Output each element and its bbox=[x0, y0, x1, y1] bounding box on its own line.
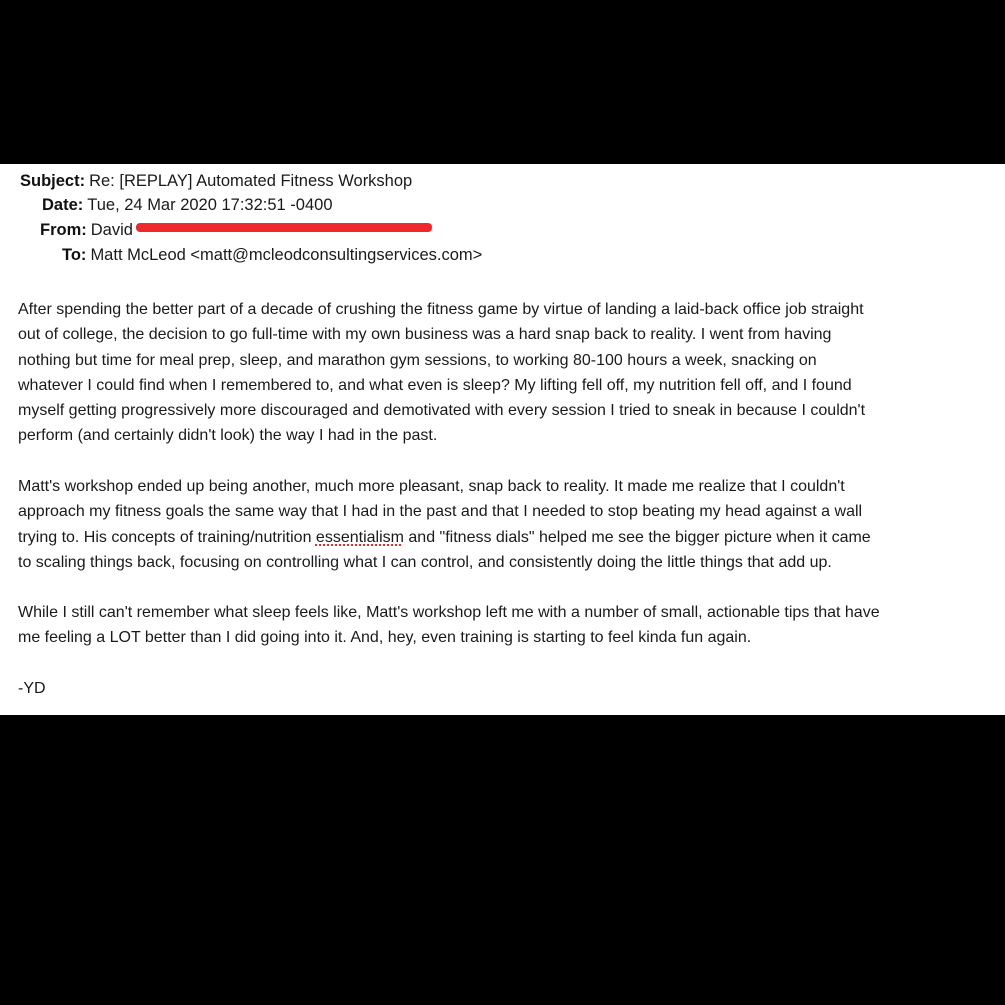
to-label: To: bbox=[62, 246, 87, 264]
misspelled-word[interactable]: essentialism bbox=[315, 528, 404, 546]
body-line: While I still can't remember what sleep feels like, Matt's workshop left me with a number of small, actionable tips that have bbox=[18, 604, 880, 621]
body-line: to scaling things back, focusing on controlling what I can control, and consistently doing the little things that add up. bbox=[18, 553, 832, 571]
from-row bbox=[40, 221, 432, 245]
body-line: After spending the better part of a decade of crushing the fitness game by virtue of landing a laid-back office job straight bbox=[18, 301, 864, 318]
subject-row bbox=[20, 172, 412, 196]
from-label: From: bbox=[40, 221, 87, 239]
signature: -YD bbox=[18, 680, 46, 697]
body-paragraph-3 bbox=[18, 600, 993, 651]
body-text-segment: and "fitness dials" helped me see the bigger picture when it came bbox=[403, 528, 871, 546]
body-paragraph-1 bbox=[18, 297, 993, 449]
subject-value[interactable]: Re: [REPLAY] Automated Fitness Workshop bbox=[89, 172, 413, 190]
body-line: whatever I could find when I remembered to, and what even is sleep? My lifting fell off, my nutrition fell off, and I found bbox=[18, 376, 852, 394]
date-row bbox=[42, 196, 333, 220]
body-line: approach my fitness goals the same way that I had in the past and that I needed to stop beating my head against a wall bbox=[18, 503, 863, 521]
subject-label: Subject: bbox=[20, 172, 86, 190]
body-line: out of college, the decision to go full-time with my own business was a hard snap back to reality. I went from having bbox=[18, 326, 832, 344]
body-line bbox=[18, 525, 993, 550]
redaction-bar bbox=[136, 223, 432, 232]
body-line: perform (and certainly didn't look) the way I had in the past. bbox=[18, 427, 438, 445]
body-text-segment: trying to. His concepts of training/nutrition bbox=[18, 528, 316, 546]
body-line: me feeling a LOT better than I did going into it. And, hey, even training is starting to feel kinda fun again. bbox=[18, 629, 752, 647]
email-panel bbox=[0, 164, 1005, 715]
body-line: myself getting progressively more discouraged and demotivated with every session I tried to sneak in because I couldn't bbox=[18, 402, 866, 420]
from-name[interactable]: David bbox=[90, 221, 133, 239]
to-value[interactable]: Matt McLeod <matt@mcleodconsultingservices.com> bbox=[90, 246, 483, 264]
to-row bbox=[62, 246, 482, 270]
body-paragraph-2 bbox=[18, 474, 993, 575]
date-value: Tue, 24 Mar 2020 17:32:51 -0400 bbox=[87, 196, 333, 214]
body-line: nothing but time for meal prep, sleep, and marathon gym sessions, to working 80-100 hours a week, snacking on bbox=[18, 351, 817, 369]
date-label: Date: bbox=[42, 196, 84, 214]
body-line: Matt's workshop ended up being another, much more pleasant, snap back to reality. It made me realize that I couldn't bbox=[18, 478, 845, 495]
